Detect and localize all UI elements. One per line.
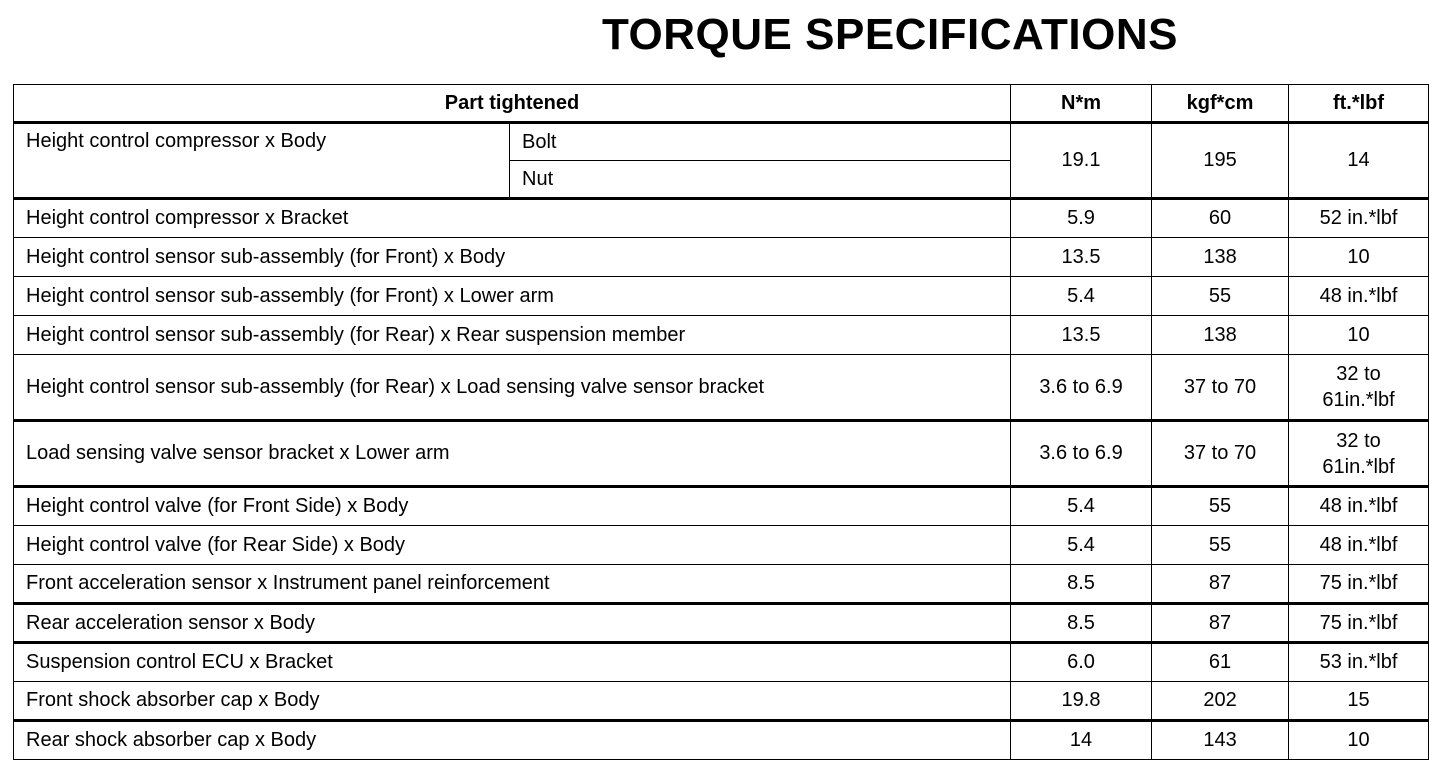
part-cell: Height control sensor sub-assembly (for Front) x Lower arm <box>14 277 1011 316</box>
nm-cell: 3.6 to 6.9 <box>1011 355 1152 421</box>
nm-cell: 19.1 <box>1011 123 1152 199</box>
part-cell: Rear shock absorber cap x Body <box>14 721 1011 760</box>
table-row <box>14 604 1429 643</box>
table-row <box>14 421 1429 487</box>
nm-cell: 8.5 <box>1011 565 1152 604</box>
ft-cell: 10 <box>1289 238 1429 277</box>
header-kgf-cm: kgf*cm <box>1152 85 1289 123</box>
table-row <box>14 682 1429 721</box>
nm-cell: 19.8 <box>1011 682 1152 721</box>
nm-cell: 6.0 <box>1011 643 1152 682</box>
part-cell: Load sensing valve sensor bracket x Lower arm <box>14 421 1011 487</box>
ft-value-line1: 32 to <box>1336 363 1381 385</box>
kgf-cell: 87 <box>1152 604 1289 643</box>
table-row <box>14 316 1429 355</box>
table-row <box>14 487 1429 526</box>
ft-cell: 48 in.*lbf <box>1289 277 1429 316</box>
table-row <box>14 238 1429 277</box>
part-cell: Suspension control ECU x Bracket <box>14 643 1011 682</box>
ft-value-line1: 32 to <box>1336 429 1381 452</box>
kgf-cell: 143 <box>1152 721 1289 760</box>
table-row <box>14 565 1429 604</box>
kgf-cell: 195 <box>1152 123 1289 199</box>
nm-cell: 5.4 <box>1011 277 1152 316</box>
table-row <box>14 721 1429 760</box>
table-row <box>14 526 1429 565</box>
ft-value-line2: 61in.*lbf <box>1322 389 1395 411</box>
part-cell: Height control sensor sub-assembly (for Rear) x Rear suspension member <box>14 316 1011 355</box>
ft-cell <box>1289 355 1429 421</box>
nm-cell: 5.4 <box>1011 487 1152 526</box>
table-row <box>14 277 1429 316</box>
ft-cell: 53 in.*lbf <box>1289 643 1429 682</box>
table-row <box>14 355 1429 421</box>
nm-cell: 8.5 <box>1011 604 1152 643</box>
nm-cell: 5.4 <box>1011 526 1152 565</box>
kgf-cell: 55 <box>1152 487 1289 526</box>
page-title: TORQUE SPECIFICATIONS <box>601 10 1179 59</box>
part-cell: Height control sensor sub-assembly (for Front) x Body <box>14 238 1011 277</box>
ft-value-line2: 61in.*lbf <box>1322 455 1395 478</box>
kgf-cell: 138 <box>1152 238 1289 277</box>
ft-cell: 75 in.*lbf <box>1289 604 1429 643</box>
nm-cell: 13.5 <box>1011 316 1152 355</box>
nm-cell: 14 <box>1011 721 1152 760</box>
kgf-cell: 60 <box>1152 199 1289 238</box>
part-cell: Height control valve (for Front Side) x Body <box>14 487 1011 526</box>
table-row <box>14 123 1429 161</box>
kgf-cell: 87 <box>1152 565 1289 604</box>
part-cell: Height control compressor x Body <box>14 123 510 199</box>
kgf-cell: 37 to 70 <box>1152 421 1289 487</box>
kgf-cell: 61 <box>1152 643 1289 682</box>
table-row <box>14 199 1429 238</box>
ft-cell: 75 in.*lbf <box>1289 565 1429 604</box>
torque-spec-table <box>13 84 1429 760</box>
part-cell: Height control sensor sub-assembly (for Rear) x Load sensing valve sensor bracket <box>14 355 1011 421</box>
part-cell: Front acceleration sensor x Instrument panel reinforcement <box>14 565 1011 604</box>
ft-cell: 10 <box>1289 316 1429 355</box>
table-header-row <box>14 85 1429 123</box>
fastener-bolt: Bolt <box>510 123 1011 161</box>
kgf-cell: 202 <box>1152 682 1289 721</box>
part-cell: Front shock absorber cap x Body <box>14 682 1011 721</box>
ft-cell <box>1289 421 1429 487</box>
ft-cell: 48 in.*lbf <box>1289 526 1429 565</box>
kgf-cell: 55 <box>1152 526 1289 565</box>
nm-cell: 3.6 to 6.9 <box>1011 421 1152 487</box>
nm-cell: 13.5 <box>1011 238 1152 277</box>
header-nm: N*m <box>1011 85 1152 123</box>
ft-cell: 10 <box>1289 721 1429 760</box>
ft-cell: 14 <box>1289 123 1429 199</box>
ft-cell: 15 <box>1289 682 1429 721</box>
part-cell: Height control valve (for Rear Side) x Body <box>14 526 1011 565</box>
kgf-cell: 55 <box>1152 277 1289 316</box>
part-cell: Height control compressor x Bracket <box>14 199 1011 238</box>
kgf-cell: 138 <box>1152 316 1289 355</box>
header-part-tightened: Part tightened <box>14 85 1011 123</box>
ft-cell: 52 in.*lbf <box>1289 199 1429 238</box>
header-ft-lbf: ft.*lbf <box>1289 85 1429 123</box>
part-cell: Rear acceleration sensor x Body <box>14 604 1011 643</box>
table-row <box>14 643 1429 682</box>
fastener-nut: Nut <box>510 161 1011 199</box>
nm-cell: 5.9 <box>1011 199 1152 238</box>
kgf-cell: 37 to 70 <box>1152 355 1289 421</box>
ft-cell: 48 in.*lbf <box>1289 487 1429 526</box>
